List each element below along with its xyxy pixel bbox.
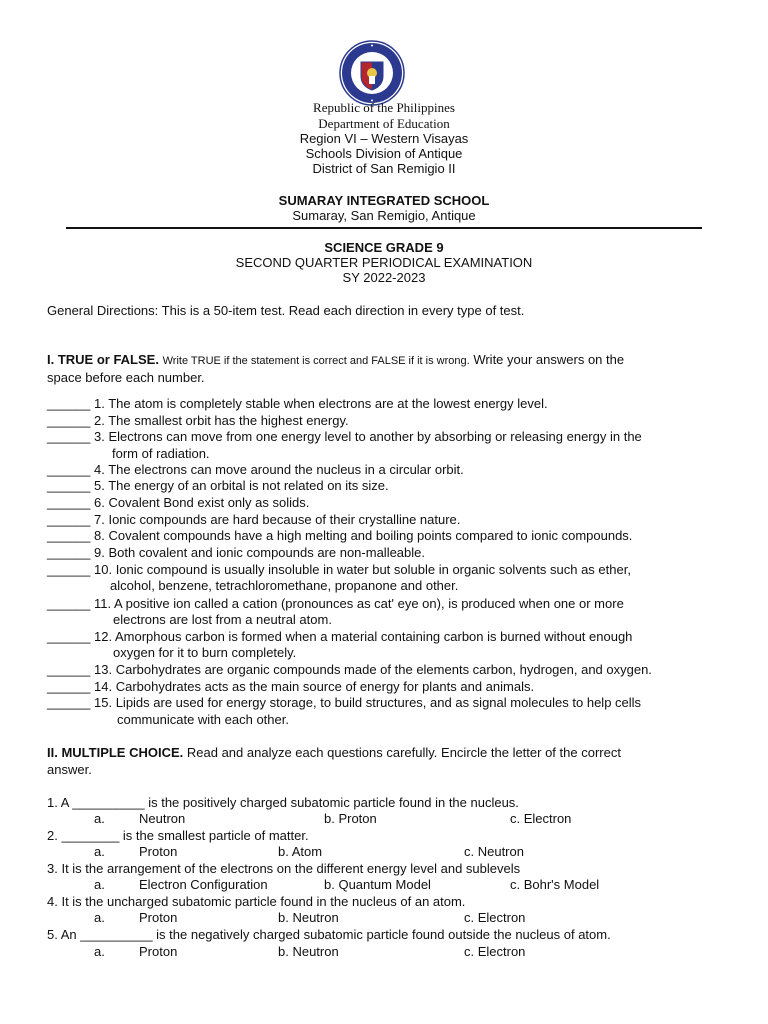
part1-directions-small: Write TRUE if the statement is correct and FALSE if it is wrong. bbox=[162, 355, 470, 367]
mc-choice-letter: a. bbox=[94, 910, 105, 925]
mc-question: 4. It is the uncharged subatomic particle found in the nucleus of an atom. bbox=[47, 894, 466, 909]
tf-item bbox=[47, 629, 632, 645]
tf-item-continuation: oxygen for it to burn completely. bbox=[113, 645, 297, 660]
tf-item-continuation: form of radiation. bbox=[112, 446, 210, 461]
answer-blank: ______ bbox=[47, 396, 91, 411]
mc-choice-c: c. Electron bbox=[510, 811, 572, 826]
tf-item bbox=[47, 512, 460, 528]
tf-item-continuation: communicate with each other. bbox=[117, 712, 289, 727]
answer-blank: ______ bbox=[47, 495, 91, 510]
tf-item-text: 11. A positive ion called a cation (pronounces as cat' eye on), is produced when one or more bbox=[94, 596, 624, 611]
answer-blank: ______ bbox=[47, 545, 91, 560]
tf-item-text: 4. The electrons can move around the nucleus in a circular orbit. bbox=[94, 462, 464, 477]
header-line-1: Republic of the Philippines bbox=[313, 100, 455, 115]
general-directions: General Directions: This is a 50-item test. Read each direction in every type of test. bbox=[47, 303, 525, 318]
tf-item-continuation: electrons are lost from a neutral atom. bbox=[113, 612, 332, 627]
tf-item-continuation: alcohol, benzene, tetrachloromethane, propanone and other. bbox=[110, 578, 459, 593]
answer-blank: ______ bbox=[47, 629, 91, 644]
mc-choice-b: b. Neutron bbox=[278, 910, 339, 925]
mc-question: 5. An __________ is the negatively charged subatomic particle found outside the nucleus of atom. bbox=[47, 927, 611, 942]
mc-choice-c: c. Electron bbox=[464, 944, 526, 959]
tf-item bbox=[47, 478, 389, 494]
part1-directions bbox=[47, 352, 624, 369]
mc-question: 2. ________ is the smallest particle of matter. bbox=[47, 828, 309, 843]
mc-choice-c: c. Neutron bbox=[464, 844, 524, 859]
answer-blank: ______ bbox=[47, 662, 91, 677]
mc-choice-b: b. Proton bbox=[324, 811, 377, 826]
answer-blank: ______ bbox=[47, 512, 91, 527]
header-line-2: Department of Education bbox=[318, 116, 450, 131]
answer-blank: ______ bbox=[47, 679, 91, 694]
tf-item-text: 15. Lipids are used for energy storage, to build structures, and as signal molecules to help cells bbox=[94, 695, 642, 710]
mc-choice-letter: a. bbox=[94, 844, 105, 859]
tf-item bbox=[47, 396, 548, 412]
mc-choice-a: Neutron bbox=[139, 811, 186, 826]
mc-choice-a: Proton bbox=[139, 910, 178, 925]
mc-choice-letter: a. bbox=[94, 877, 105, 892]
answer-blank: ______ bbox=[47, 562, 91, 577]
answer-blank: ______ bbox=[47, 462, 91, 477]
answer-blank: ______ bbox=[47, 478, 91, 493]
tf-item bbox=[47, 679, 534, 695]
tf-item-text: 14. Carbohydrates acts as the main source of energy for plants and animals. bbox=[94, 679, 535, 694]
school-name: SUMARAY INTEGRATED SCHOOL bbox=[278, 193, 490, 208]
mc-choice-c: c. Electron bbox=[464, 910, 526, 925]
part2-heading: II. MULTIPLE CHOICE. bbox=[47, 745, 184, 760]
answer-blank: ______ bbox=[47, 695, 91, 710]
mc-choice-c: c. Bohr's Model bbox=[510, 877, 600, 892]
part1-heading: I. TRUE or FALSE. bbox=[47, 352, 159, 367]
tf-item-text: 3. Electrons can move from one energy level to another by absorbing or releasing energy in the bbox=[94, 429, 642, 444]
tf-item bbox=[47, 462, 464, 478]
part2-directions-line2: answer. bbox=[47, 762, 92, 777]
tf-item-text: 1. The atom is completely stable when electrons are at the lowest energy level. bbox=[94, 396, 548, 411]
mc-choice-letter: a. bbox=[94, 811, 105, 826]
tf-item-text: 10. Ionic compound is usually insoluble in water but soluble in organic solvents such as ether, bbox=[94, 562, 631, 577]
header-line-5: District of San Remigio II bbox=[312, 161, 456, 176]
part2-directions-text: Read and analyze each questions carefully. Encircle the letter of the correct bbox=[186, 745, 621, 760]
header-line-3: Region VI – Western Visayas bbox=[299, 131, 469, 146]
answer-blank: ______ bbox=[47, 429, 91, 444]
tf-item-text: 7. Ionic compounds are hard because of their crystalline nature. bbox=[94, 512, 461, 527]
part2-directions bbox=[47, 745, 621, 761]
school-address: Sumaray, San Remigio, Antique bbox=[292, 208, 476, 223]
mc-choice-b: b. Atom bbox=[278, 844, 323, 859]
header-line-4: Schools Division of Antique bbox=[305, 146, 463, 161]
tf-item-text: 9. Both covalent and ionic compounds are non-malleable. bbox=[94, 545, 426, 560]
subject-title: SCIENCE GRADE 9 bbox=[324, 240, 444, 255]
tf-item-text: 5. The energy of an orbital is not related on its size. bbox=[94, 478, 389, 493]
header-divider bbox=[66, 227, 702, 229]
tf-item-text: 2. The smallest orbit has the highest energy. bbox=[94, 413, 349, 428]
mc-choice-letter: a. bbox=[94, 944, 105, 959]
answer-blank: ______ bbox=[47, 596, 91, 611]
answer-blank: ______ bbox=[47, 528, 91, 543]
part1-directions-rest: Write your answers on the bbox=[473, 352, 625, 367]
mc-choice-b: b. Quantum Model bbox=[324, 877, 431, 892]
tf-item bbox=[47, 495, 309, 511]
tf-item bbox=[47, 528, 632, 544]
tf-item-text: 8. Covalent compounds have a high melting and boiling points compared to ionic compounds. bbox=[94, 528, 633, 543]
tf-item-text: 12. Amorphous carbon is formed when a material containing carbon is burned without enough bbox=[94, 629, 633, 644]
tf-item bbox=[47, 562, 631, 578]
tf-item bbox=[47, 429, 642, 445]
mc-question: 3. It is the arrangement of the electrons on the different energy level and sublevels bbox=[47, 861, 521, 876]
tf-item bbox=[47, 662, 652, 678]
tf-item bbox=[47, 545, 425, 561]
mc-question: 1. A __________ is the positively charged subatomic particle found in the nucleus. bbox=[47, 795, 519, 810]
school-year: SY 2022-2023 bbox=[342, 270, 426, 285]
tf-item-text: 13. Carbohydrates are organic compounds made of the elements carbon, hydrogen, and oxygen. bbox=[94, 662, 652, 677]
answer-blank: ______ bbox=[47, 413, 91, 428]
part1-directions-line2: space before each number. bbox=[47, 370, 205, 385]
tf-item bbox=[47, 596, 624, 612]
tf-item bbox=[47, 695, 641, 711]
mc-choice-a: Proton bbox=[139, 844, 178, 859]
mc-choice-a: Electron Configuration bbox=[139, 877, 268, 892]
mc-choice-a: Proton bbox=[139, 944, 178, 959]
exam-title: SECOND QUARTER PERIODICAL EXAMINATION bbox=[235, 255, 533, 270]
tf-item-text: 6. Covalent Bond exist only as solids. bbox=[94, 495, 310, 510]
deped-seal-icon bbox=[339, 40, 405, 106]
mc-choice-b: b. Neutron bbox=[278, 944, 339, 959]
tf-item bbox=[47, 413, 349, 429]
